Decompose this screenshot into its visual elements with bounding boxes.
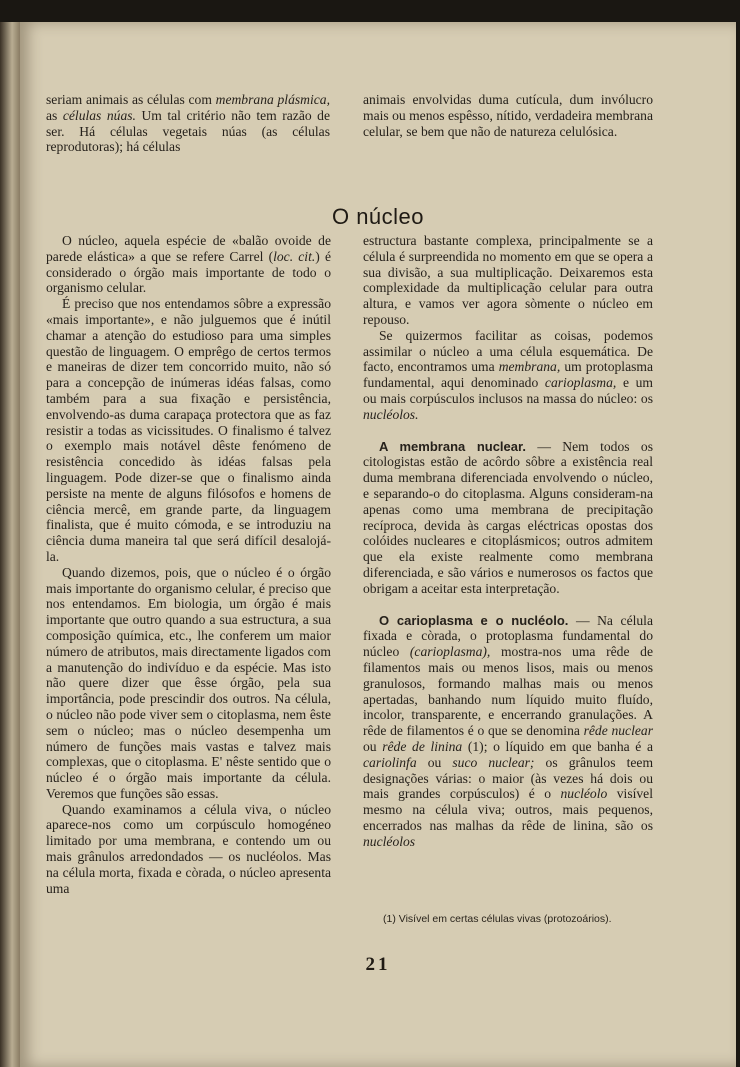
top-left-column xyxy=(46,92,330,155)
footnote: (1) Visível em certas células vivas (protozoários). xyxy=(383,913,612,925)
carioplasma-body: — Na célula fixada e còrada, o protoplasma fundamental do núcleo (carioplasma), mostra-nos uma rêde de filamentos mais ou menos lisos, mais ou menos granulosos, formando malhas mais ou menos apertadas, banhando num líquido muito fluído, incolor, transparente, e encerrando granulações. A rêde de filamentos é o que se denomina rêde nuclear ou rêde de linina (1); o líquido em que banha é a cariolinfa ou suco nuclear; os grânulos teem designações várias: o maior (às vezes há dois ou mais grandes corpúsculos) é o nucléolo visível mesmo na célula viva; outros, mais pequenos, encerrados nas malhas da rêde de linina, são os nucléolos xyxy=(363,612,654,849)
book-page xyxy=(20,22,736,1067)
membrane-body: — Nem todos os citologistas estão de acôrdo sôbre a existência real duma membrana diferenciada envolvendo o núcleo, e separando-o do citoplasma. Alguns consideram-na apenas como uma membrana de precipitação recíproca, devida às cargas eléctricas opostas dos colóides nucleares e citoplásmicos; outros admitem que ela existe realmente como membrana diferenciada, e são vários e numerosos os factos que obrigam a aceitar esta interpretação. xyxy=(363,438,654,596)
right-paragraph-2: Se quizermos facilitar as coisas, podemos assimilar o núcleo a uma célula esquemática. De facto, encontramos uma membrana, um protoplasma fundamental, aqui denominado carioplasma, e um ou mais corpúsculos inclusos na massa do núcleo: os nucléolos. xyxy=(363,327,654,422)
top-right-paragraph: animais envolvidas duma cutícula, dum invólucro mais ou menos espêsso, nítido, verdadeira membrana celular, se bem que não de natureza celulósica. xyxy=(363,92,653,139)
left-paragraph-3: Quando dizemos, pois, que o núcleo é o órgão mais importante do organismo celular, é preciso que nos entendamos. Em biologia, um órgão é mais importante que outro quando a sua estructura, a sua composição química, etc., lhe conferem um maior número de atributos, mais directamente ligados com a manutenção do indivíduo e da espécie. Mas isto não quere dizer que êsse órgão, pela sua importância, pode prescindir dos outros. Na célula, o núcleo não pode viver sem o citoplasma, nem êste sem o núcleo; mas o núcleo desempenha um número de funções mais vastas e talvez mais complexas, que o citoplasma. E' nêste sentido que o núcleo é o órgão mais importante da célula. Veremos que funções são essas. xyxy=(46,564,331,801)
page-number: 21 xyxy=(365,954,391,975)
section-title: O núcleo xyxy=(331,204,425,229)
left-paragraph-2: É preciso que nos entendamos sôbre a expressão «mais importante», e não julguemos que é inútil chamar a atenção do estudioso para uma simples questão de linguagem. O emprêgo de certos termos e maneiras de dizer tem concorrido muito, não só para a concepção de inúmeras idéas falsas, como também para a sua fixação e persistência, envolvendo-as duma carapaça protectora que as faz resistir a todas as vicissitudes. O finalismo é talvez o exemplo mais notável dêste fenómeno de resistência concedido às idéas falsas pela linguagem. Pode dizer-se que o finalismo ainda persiste na mente de alguns filósofos e homens de ciência mercê, em grande parte, da linguagem finalista, que é muito cómoda, e se introduziu na ciência duma maneira tal que será difícil desalojá-la. xyxy=(46,296,331,564)
carioplasma-heading: O carioplasma e o nucléolo. xyxy=(379,612,569,628)
book-binding xyxy=(0,22,22,1067)
right-paragraph-1: estructura bastante complexa, principalmente se a célula é surpreendida no momento em que se opera a sua divisão, a sua multiplicação. Deixaremos esta complexidade da multiplicação celular para outra altura, e vamos ver agora sòmente o núcleo em repouso. xyxy=(363,233,653,327)
top-right-column xyxy=(363,92,653,139)
left-column xyxy=(46,233,331,896)
left-paragraph-1: O núcleo, aquela espécie de «balão ovoide de parede elástica» a que se refere Carrel (loc. cit.) é considerado o órgão mais importante de todo o organismo celular. xyxy=(46,233,331,296)
top-left-paragraph: seriam animais as células com membrana plásmica, as células núas. Um tal critério não tem razão de ser. Há células vegetais núas (as células reprodutoras); há células xyxy=(46,92,330,155)
left-paragraph-4: Quando examinamos a célula viva, o núcleo aparece-nos como um corpúsculo homogéneo limitado por uma membrana, e contendo um ou mais grânulos arredondados — os nucléolos. Mas na célula morta, fixada e còrada, o núcleo apresenta uma xyxy=(46,801,331,896)
right-column xyxy=(363,233,653,849)
membrane-heading: A membrana nuclear. xyxy=(379,438,526,454)
carioplasma-section xyxy=(363,613,653,850)
membrane-section xyxy=(363,439,653,597)
